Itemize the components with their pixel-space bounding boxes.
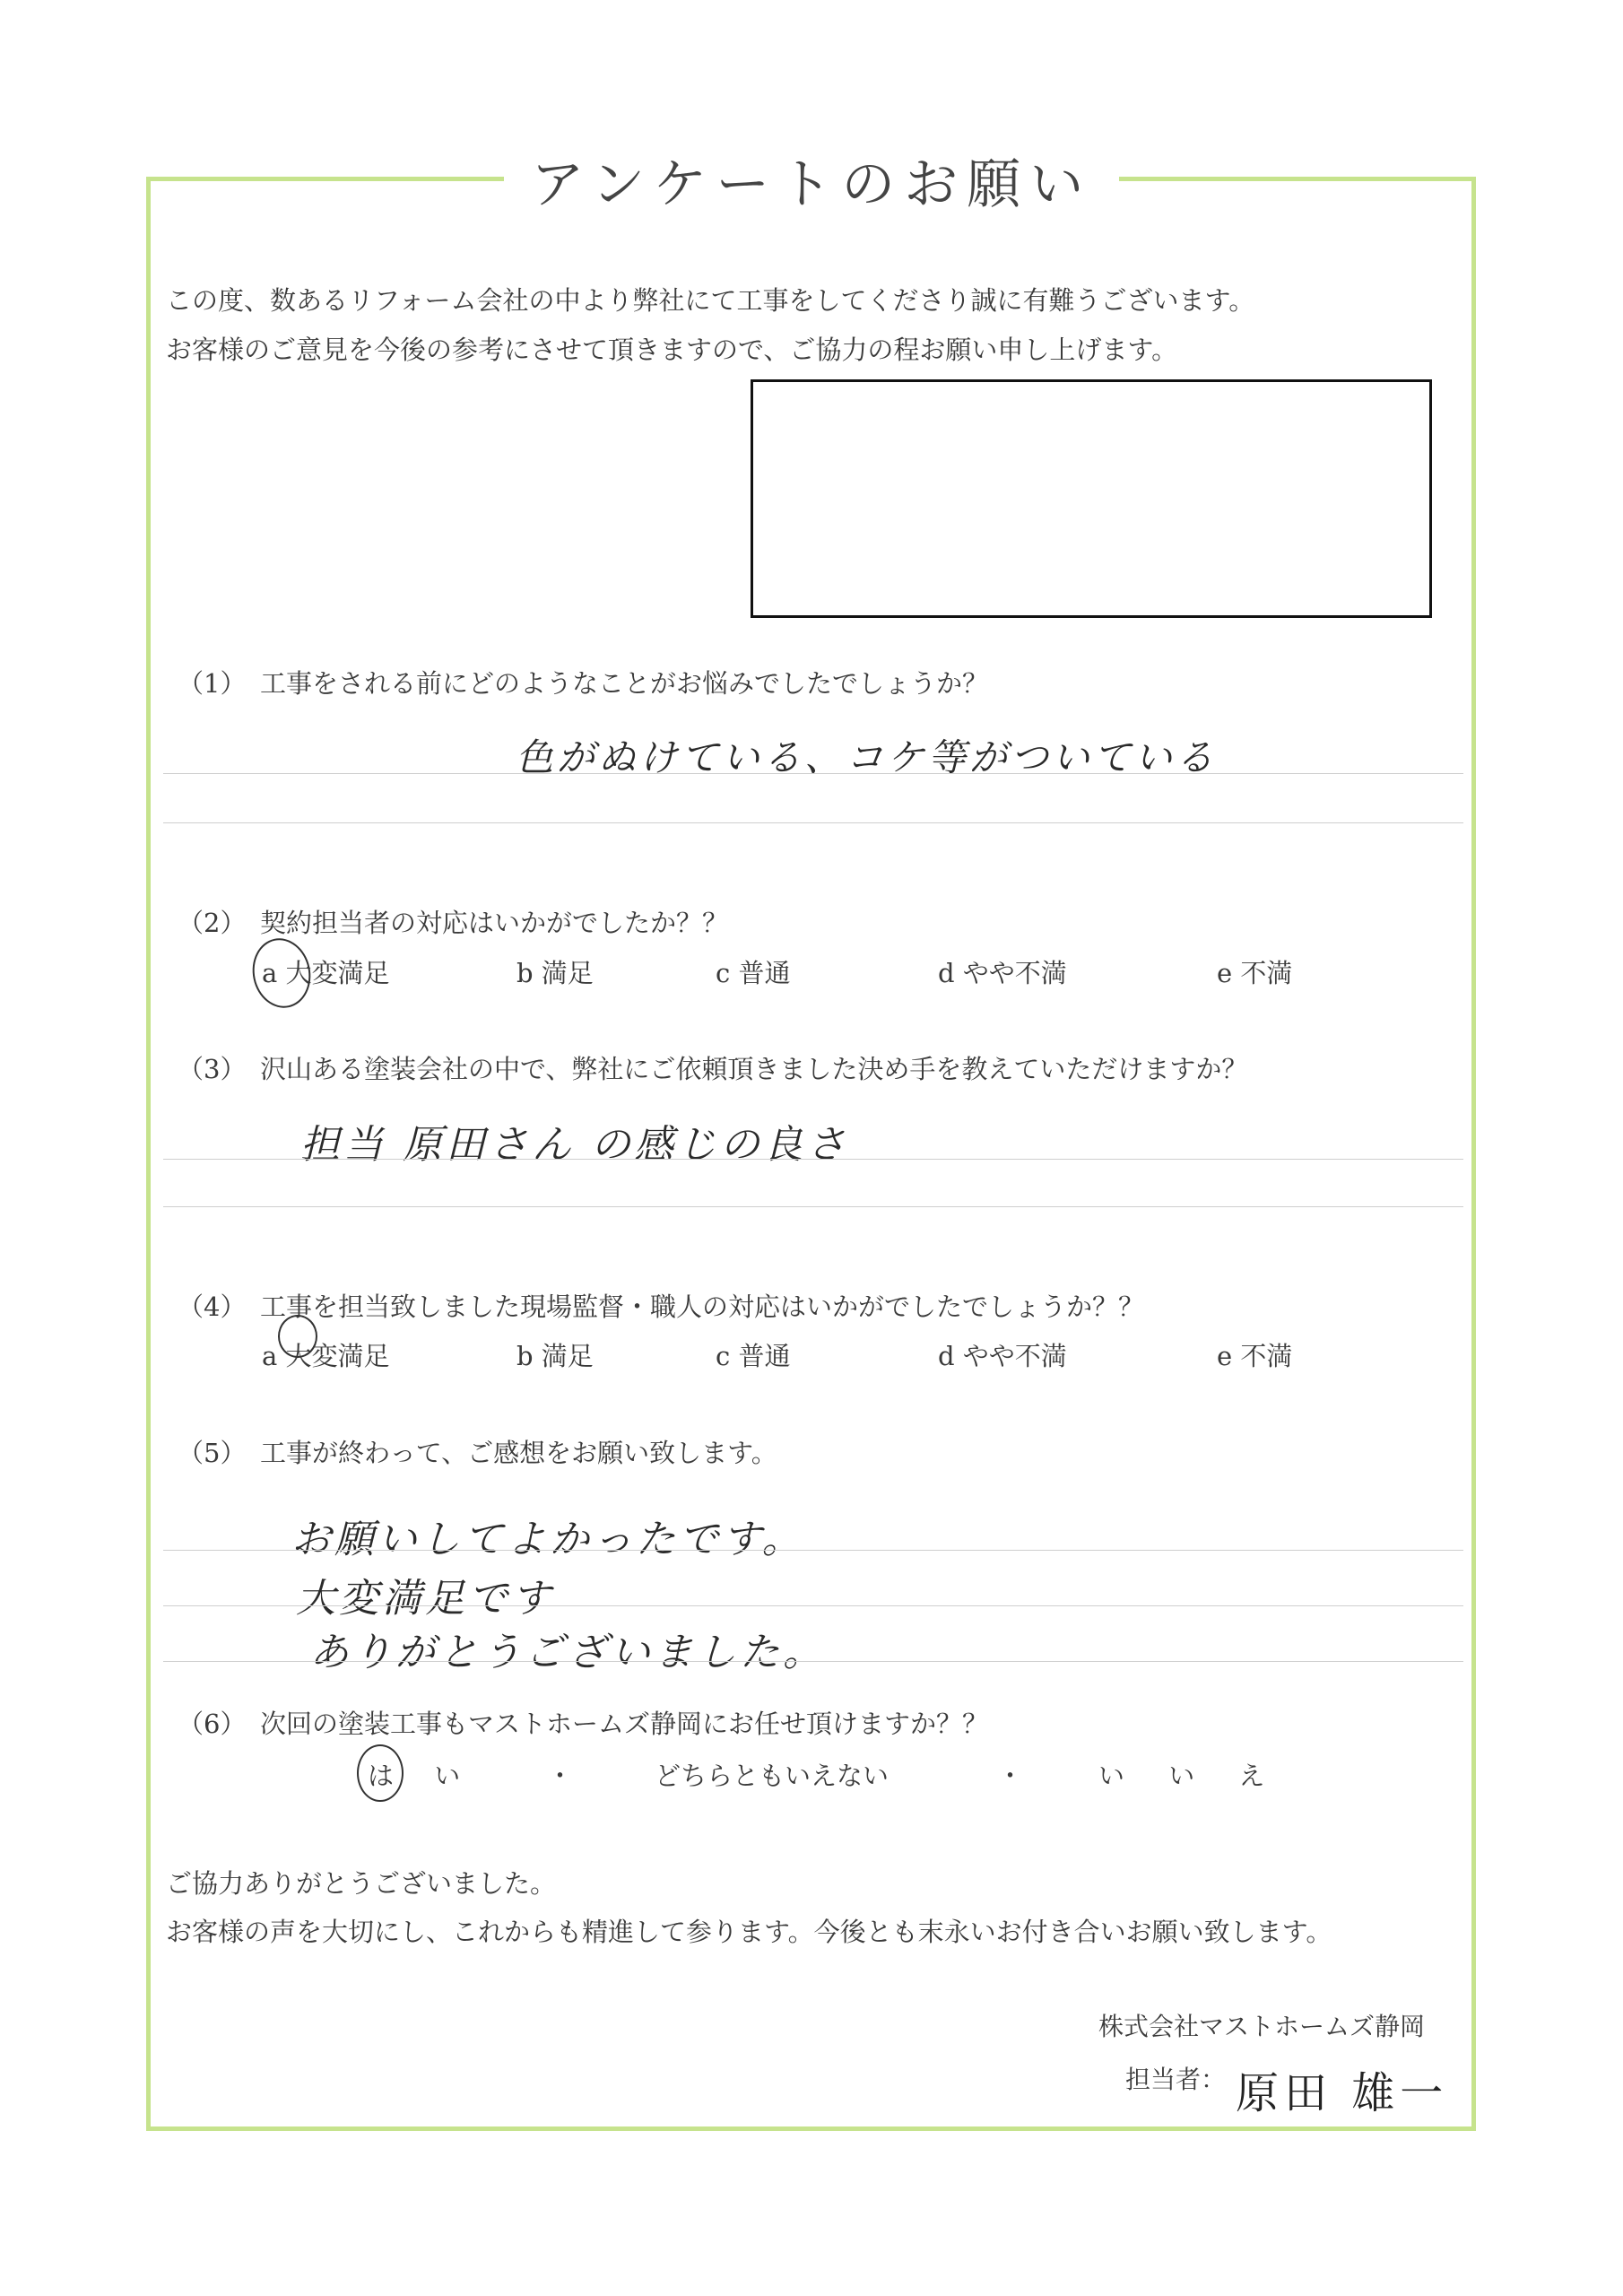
closing-line-1: ご協力ありがとうございました。	[166, 1868, 557, 1899]
intro-line-2: お客様のご意見を今後の参考にさせて頂きますので、ご協力の程お願い申し上げます。	[166, 335, 1178, 365]
intro-line-1: この度、数あるリフォーム会社の中より弊社にて工事をしてくださり誠に有難うございます。	[166, 285, 1255, 316]
q6-option-neither: どちらともいえない	[655, 1761, 890, 1791]
answer-line	[163, 1159, 1463, 1160]
q2-option-d: d やや不満	[938, 958, 1067, 988]
form-title-wrap	[0, 142, 1623, 219]
answer-line	[163, 822, 1463, 823]
q6-number: （6）	[178, 1709, 247, 1739]
q6-separator-2: ・	[997, 1761, 1024, 1791]
q6-option-yes: は い	[368, 1761, 477, 1791]
staff-label: 担当者：	[1125, 2065, 1227, 2094]
q2-option-b: b 満足	[516, 958, 594, 988]
q4-selection-circle	[278, 1315, 317, 1358]
closing-line-2: お客様の声を大切にし、これからも精進して参ります。今後とも末永いお付き合いお願い致します。	[166, 1917, 1332, 1947]
q1-question: 工事をされる前にどのようなことがお悩みでしたでしょうか？	[260, 668, 989, 699]
q4-option-a: a 大変満足	[262, 1341, 390, 1371]
q2-number: （2）	[178, 908, 247, 938]
q6-separator-1: ・	[547, 1761, 574, 1791]
company-name: 株式会社マストホームズ静岡	[1098, 2012, 1426, 2041]
q3-number: （3）	[178, 1054, 247, 1084]
q5-number: （5）	[178, 1438, 247, 1468]
q2-option-a: a 大変満足	[262, 958, 390, 988]
q4-option-d: d やや不満	[938, 1341, 1067, 1371]
answer-line	[163, 1661, 1463, 1662]
q4-question: 工事を担当致しました現場監督・職人の対応はいかがでしたでしょうか？？	[260, 1292, 1145, 1322]
answer-line	[163, 1206, 1463, 1207]
q5-question: 工事が終わって、ご感想をお願い致します。	[260, 1438, 777, 1468]
form-title: アンケートのお願い	[504, 142, 1119, 219]
staff-signature: 原田 雄一	[1236, 2068, 1449, 2118]
customer-info-box	[751, 379, 1432, 618]
q4-option-b: b 満足	[516, 1341, 594, 1371]
answer-line	[163, 1550, 1463, 1551]
q3-question: 沢山ある塗装会社の中で、弊社にご依頼頂きました決め手を教えていただけますか？	[260, 1054, 1248, 1084]
q6-option-no: い い え	[1098, 1761, 1283, 1791]
q1-number: （1）	[178, 668, 247, 699]
answer-line	[163, 773, 1463, 774]
q2-option-c: c 普通	[716, 958, 791, 988]
q6-selection-circle	[357, 1744, 404, 1802]
q4-option-e: e 不満	[1217, 1341, 1293, 1371]
answer-line	[163, 1605, 1463, 1606]
q4-option-c: c 普通	[716, 1341, 791, 1371]
q4-number: （4）	[178, 1292, 247, 1322]
q3-answer: 担当 原田さん の感じの良さ	[300, 1122, 849, 1168]
q1-answer: 色がぬけている、コケ等がついている	[516, 735, 1218, 779]
q5-answer-line-3: ありがとうございました。	[309, 1630, 826, 1675]
q2-question: 契約担当者の対応はいかがでしたか？？	[260, 908, 729, 938]
q2-option-e: e 不満	[1217, 958, 1293, 988]
q5-answer-line-1: お願いしてよかったです。	[291, 1517, 805, 1562]
q6-question: 次回の塗装工事もマストホームズ静岡にお任せ頂けますか？？	[260, 1709, 989, 1739]
q5-answer-line-2: 大変満足です	[296, 1576, 554, 1622]
